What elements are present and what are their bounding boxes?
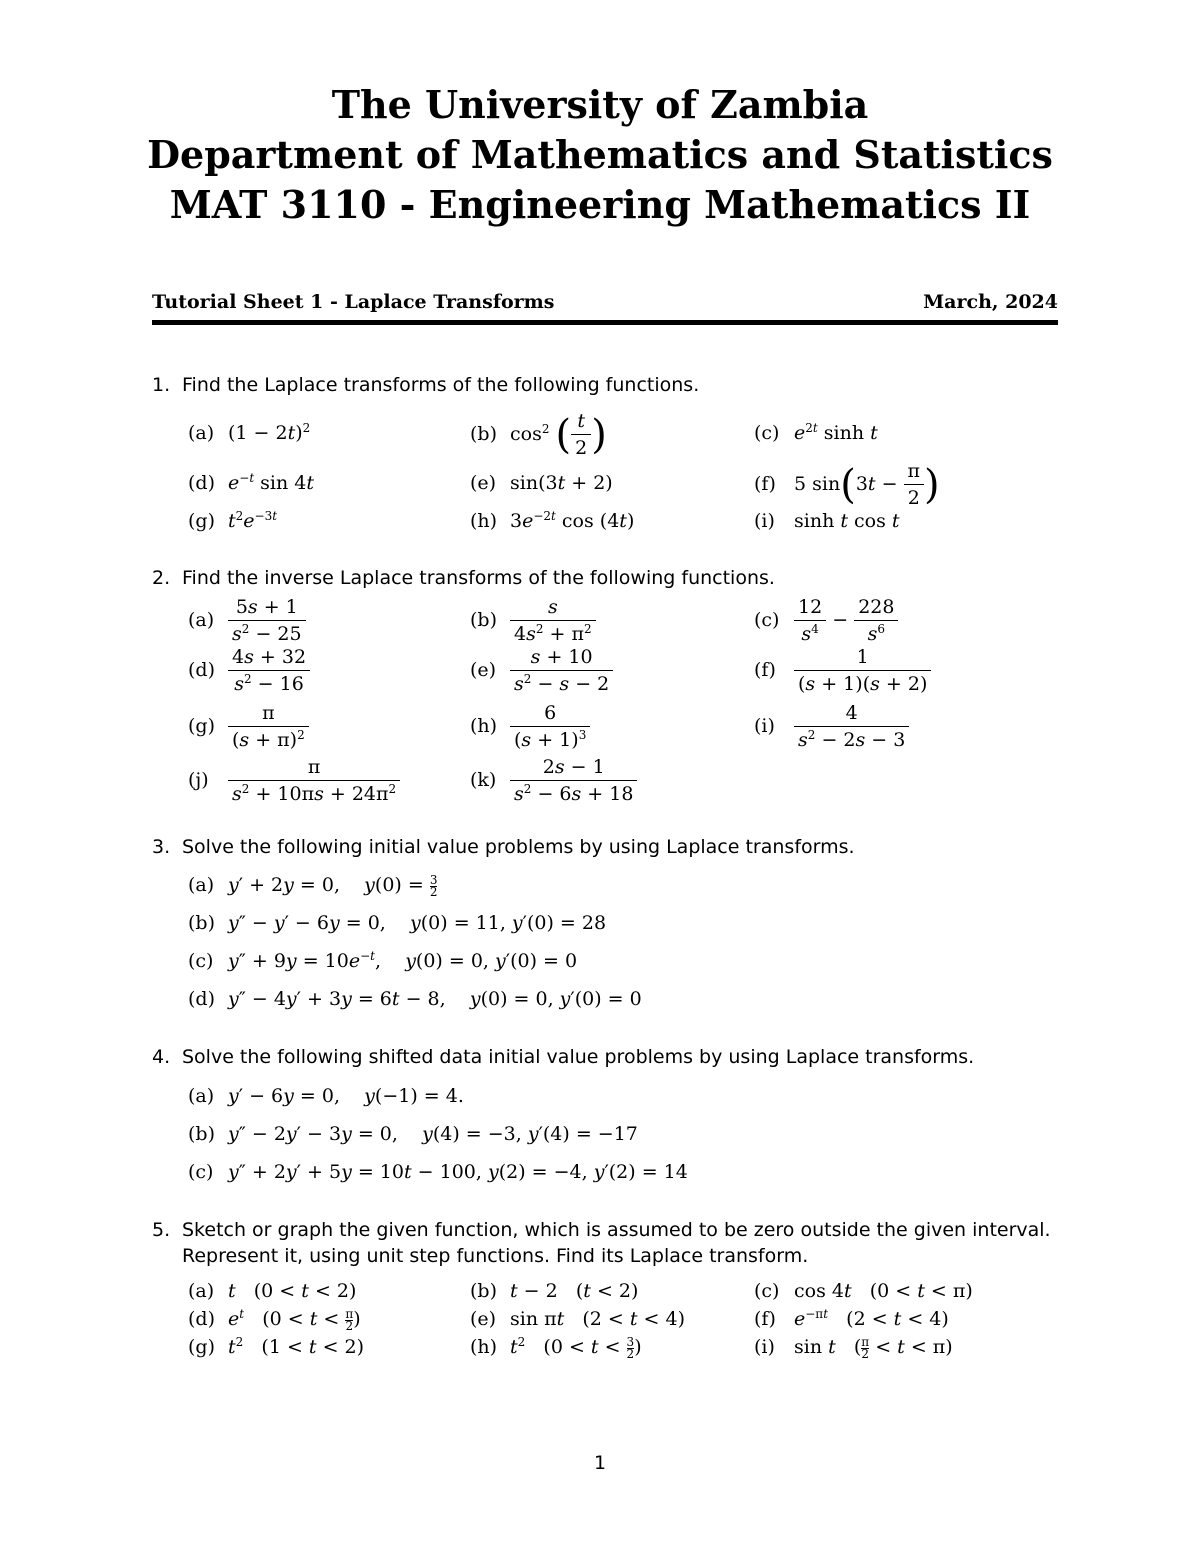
sheet-subheader: [152, 291, 1058, 313]
q1-item-c: (c) $e^{2t}$ sinh t: [754, 421, 878, 444]
q3-item-c: (c) $y'' + 9y = 10e^{-t}$, y(0) = 0, y′(0) = 0: [188, 949, 578, 972]
q3-item-a: (a) y′ + 2y = 0, y(0) = $\frac{3}{2}$: [188, 872, 438, 899]
sheet-title: Tutorial Sheet 1 - Laplace Transforms: [152, 291, 555, 313]
q5-item-g: (g) $t^2$ (1 < t < 2): [188, 1335, 365, 1358]
header-rule: [152, 320, 1058, 325]
q5-item-h: (h) $t^2$ (0 < t < $\frac{3}{2}$ ): [470, 1334, 642, 1361]
q2-item-b: (b) $\frac{s}{4s^2 + \pi^2}$: [470, 594, 596, 647]
question-text-continued: Represent it, using unit step functions. Find its Laplace transform.: [182, 1245, 809, 1267]
sheet-date: March, 2024: [923, 291, 1058, 313]
q2-item-k: (k) $\frac{2s - 1}{s^2 - 6s + 18}$: [470, 754, 637, 807]
course-title: MAT 3110 - Engineering Mathematics II: [169, 182, 1031, 227]
q1-item-f: (f) 5 sin(3t − $\frac{\pi}{2}$ ): [754, 460, 940, 509]
question-text: Find the inverse Laplace transforms of the following functions.: [182, 567, 775, 589]
question-number: 2.: [152, 567, 171, 589]
q2-item-a: (a) $\frac{5s + 1}{s^2 - 25}$: [188, 594, 306, 647]
q2-item-h: (h) $\frac{6}{(s + 1)^3}$: [470, 700, 590, 753]
q2-item-j: (j) $\frac{\pi}{s^2 + 10\pi s + 24\pi^2}$: [188, 754, 400, 807]
q1-item-i: (i) sinh t cos t: [754, 510, 900, 532]
q5-item-b: (b) t − 2 (t < 2): [470, 1280, 639, 1302]
question-text: Find the Laplace transforms of the following functions.: [182, 374, 700, 396]
q4-item-b: (b) y″ − 2y′ − 3y = 0, y(4) = −3, y′(4) = −17: [188, 1123, 638, 1145]
q2-item-i: (i) $\frac{4}{s^2 - 2s - 3}$: [754, 700, 909, 753]
university-name: The University of Zambia: [331, 82, 869, 127]
q1-item-b: (b) $\cos^2$ ( $\frac{t}{2}$ ): [470, 410, 607, 459]
q5-item-f: (f) $e^{-\pi t}$ (2 < t < 4): [754, 1307, 949, 1330]
question-text: Sketch or graph the given function, which is assumed to be zero outside the given interval.: [182, 1219, 1051, 1241]
q5-item-a: (a) t (0 < t < 2): [188, 1280, 357, 1302]
q2-item-d: (d) $\frac{4s + 32}{s^2 - 16}$: [188, 644, 310, 697]
question-number: 4.: [152, 1046, 171, 1068]
q2-item-e: (e) $\frac{s + 10}{s^2 - s - 2}$: [470, 644, 613, 697]
q1-item-a: (a) $(1 - 2t)^2$: [188, 421, 311, 444]
question-number: 3.: [152, 836, 171, 858]
q2-item-g: (g) $\frac{\pi}{(s + \pi)^2}$: [188, 700, 309, 753]
q4-item-c: (c) y″ + 2y′ + 5y = 10t − 100, y(2) = −4, y′(2) = 14: [188, 1161, 688, 1183]
q5-item-d: (d) $e^t$ (0 < t < $\frac{\pi}{2}$ ): [188, 1306, 361, 1333]
question-text: Solve the following shifted data initial value problems by using Laplace transforms.: [182, 1046, 975, 1068]
question-text: Solve the following initial value problems by using Laplace transforms.: [182, 836, 855, 858]
q2-item-c: (c) $\frac{12}{s^4}$ − $\frac{228}{s^6}$: [754, 594, 898, 647]
q1-item-e: (e) sin(3t + 2): [470, 472, 613, 494]
q1-item-d: (d) $e^{-t}$ sin 4t: [188, 471, 315, 494]
q1-item-h: (h) $3e^{-2t}$ cos (4t): [470, 509, 635, 532]
department-name: Department of Mathematics and Statistics: [147, 132, 1053, 177]
document-header: [0, 80, 1200, 230]
question-number: 1.: [152, 374, 171, 396]
q1-item-g: (g) $t^2e^{-3t}$: [188, 509, 278, 532]
q3-item-d: (d) y″ − 4y′ + 3y = 6t − 8, y(0) = 0, y′(0) = 0: [188, 988, 642, 1010]
question-number: 5.: [152, 1219, 171, 1241]
q2-item-f: (f) $\frac{1}{(s + 1)(s + 2)}$: [754, 644, 931, 697]
q5-item-c: (c) cos 4t (0 < t < π): [754, 1280, 973, 1302]
q5-item-e: (e) sin πt (2 < t < 4): [470, 1308, 685, 1330]
q4-item-a: (a) y′ − 6y = 0, y(−1) = 4.: [188, 1085, 464, 1107]
q5-item-i: (i) sin t ( $\frac{\pi}{2}$ < t < π): [754, 1334, 953, 1361]
page-number: 1: [593, 1452, 607, 1474]
q3-item-b: (b) y″ − y′ − 6y = 0, y(0) = 11, y′(0) = 28: [188, 912, 607, 934]
